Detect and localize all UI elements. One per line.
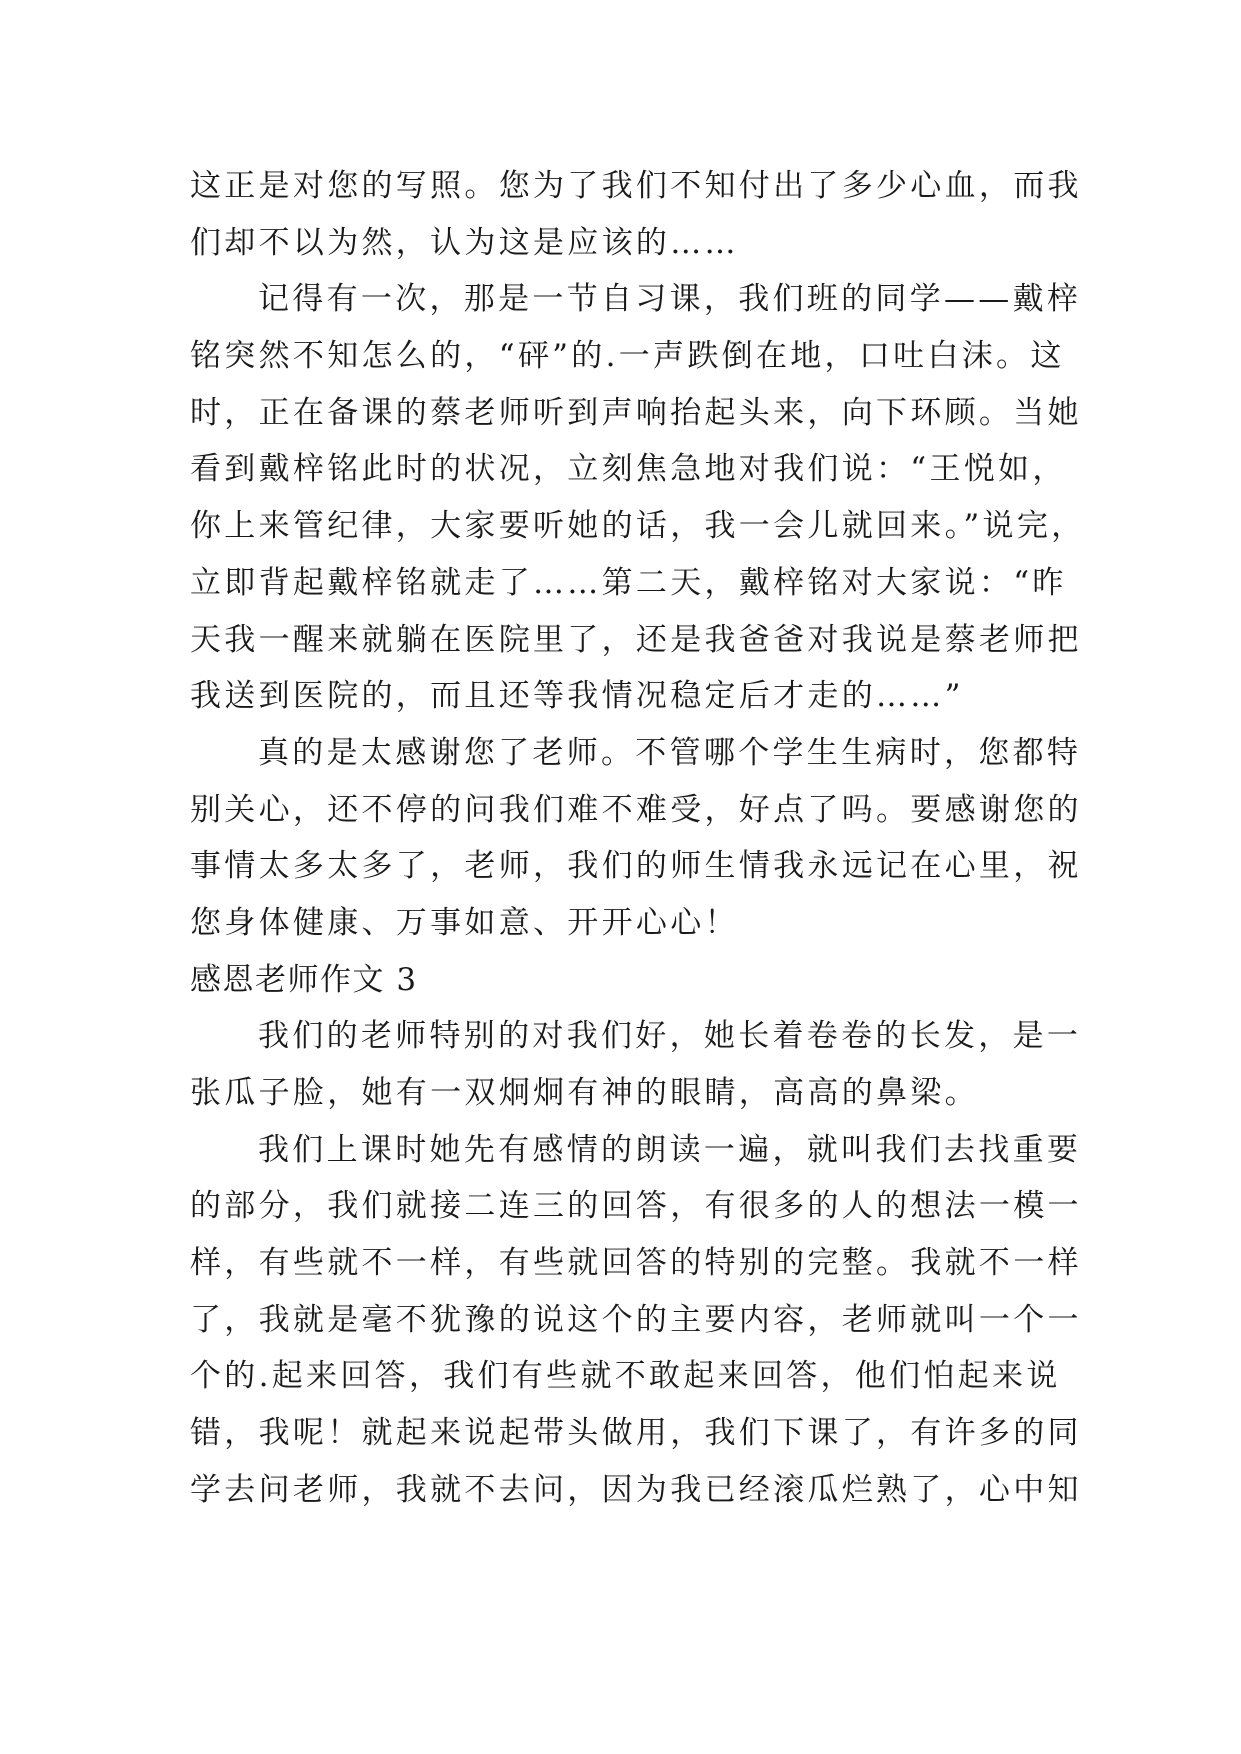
- text-line: 铭突然不知怎么的，“砰”的.一声跌倒在地，口吐白沫。这: [190, 338, 1065, 375]
- text-line: 们却不以为然，认为这是应该的……: [190, 224, 739, 261]
- text-line: 我们的老师特别的对我们好，她长着卷卷的长发，是一: [258, 1018, 1082, 1055]
- essay-body: [190, 158, 1086, 1519]
- text-line: 我们上课时她先有感情的朗读一遍，就叫我们去找重要: [258, 1131, 1082, 1168]
- text-line: 我送到医院的，而且还等我情况稳定后才走的……”: [190, 678, 964, 715]
- text-line: 看到戴梓铭此时的状况，立刻焦急地对我们说：“王悦如，: [190, 451, 1067, 488]
- text-line: 的部分，我们就接二连三的回答，有很多的人的想法一模一: [190, 1188, 1082, 1225]
- text-line: 事情太多太多了，老师，我们的师生情我永远记在心里，祝: [190, 848, 1082, 885]
- text-line: 张瓜子脸，她有一双炯炯有神的眼睛，高高的鼻梁。: [190, 1075, 979, 1111]
- section-heading: 感恩老师作文 3: [190, 961, 418, 998]
- text-line: 别关心，还不停的问我们难不难受，好点了吗。要感谢您的: [190, 791, 1082, 828]
- text-line: 您身体健康、万事如意、开开心心！: [190, 904, 739, 941]
- text-line: 错，我呢！就起来说起带头做用，我们下课了，有许多的同: [190, 1415, 1082, 1452]
- text-line: 个的.起来回答，我们有些就不敢起来回答，他们怕起来说: [190, 1358, 1061, 1395]
- text-line: 真的是太感谢您了老师。不管哪个学生生病时，您都特: [258, 734, 1082, 771]
- text-line: 立即背起戴梓铭就走了……第二天，戴梓铭对大家说：“昨: [190, 564, 1067, 601]
- text-line: 你上来管纪律，大家要听她的话，我一会儿就回来。”说完，: [190, 508, 1086, 545]
- text-line: 样，有些就不一样，有些就回答的特别的完整。我就不一样: [190, 1245, 1082, 1282]
- text-line: 记得有一次，那是一节自习课，我们班的同学——戴梓: [258, 281, 1082, 318]
- text-line: 这正是对您的写照。您为了我们不知付出了多少心血，而我: [190, 168, 1082, 204]
- text-line: 时，正在备课的蔡老师听到声响抬起头来，向下环顾。当她: [190, 394, 1082, 431]
- text-line: 天我一醒来就躺在医院里了，还是我爸爸对我说是蔡老师把: [190, 621, 1082, 658]
- text-line: 学去问老师，我就不去问，因为我已经滚瓜烂熟了，心中知: [190, 1471, 1082, 1508]
- text-line: 了，我就是毫不犹豫的说这个的主要内容，老师就叫一个一: [190, 1301, 1082, 1338]
